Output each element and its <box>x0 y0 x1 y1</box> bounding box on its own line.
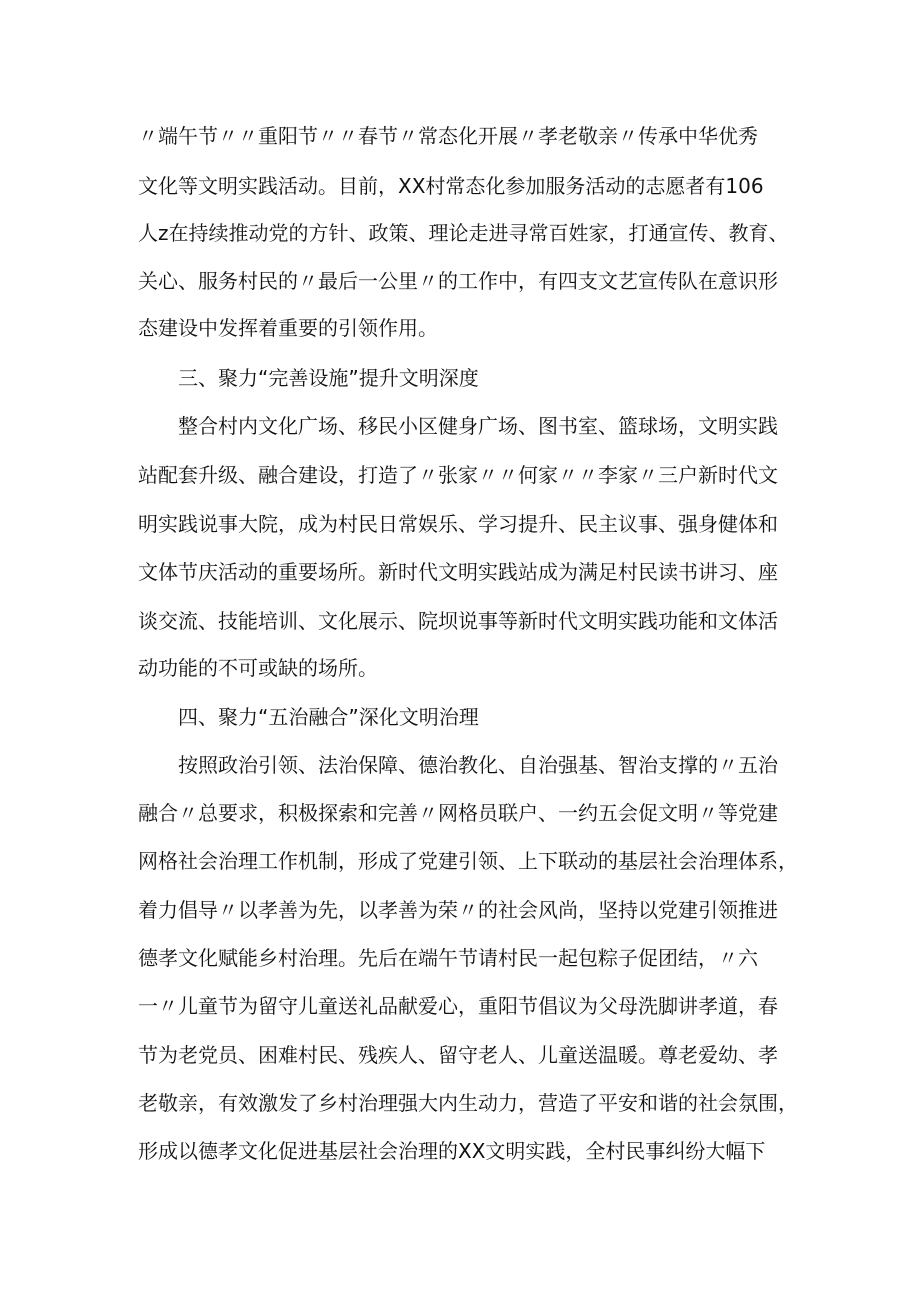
paragraph-line: 节为老党员、困难村民、残疾人、留守老人、儿童送温暖。尊老爱幼、孝 <box>138 1043 778 1067</box>
paragraph-line: 德孝文化赋能乡村治理。先后在端午节请村民一起包粽子促团结，〃六 <box>138 946 758 970</box>
paragraph-line: 关心、服务村民的〃最后一公里〃的工作中，有四支文艺宣传队在意识形 <box>138 269 778 293</box>
paragraph-line: 着力倡导〃以孝善为先，以孝善为荣〃的社会风尚，坚持以党建引领推进 <box>138 898 778 922</box>
paragraph-line: 按照政治引领、法治保障、德治教化、自治强基、智治支撑的〃五治 <box>178 753 778 777</box>
paragraph-line: 动功能的不可或缺的场所。 <box>138 656 378 680</box>
paragraph-line: 融合〃总要求，积极探索和完善〃网格员联户、一约五会促文明〃等党建 <box>138 801 778 825</box>
paragraph-line: 文化等文明实践活动。目前，XX村常态化参加服务活动的志愿者有106 <box>138 174 764 198</box>
paragraph-line: 网格社会治理工作机制，形成了党建引领、上下联动的基层社会治理体系， <box>138 849 798 873</box>
section-heading-three: 三、聚力“完善设施”提升文明深度 <box>178 366 479 390</box>
paragraph-line: 形成以德孝文化促进基层社会治理的XX文明实践，全村民事纠纷大幅下 <box>138 1139 766 1163</box>
section-heading-four: 四、聚力“五治融合”深化文明治理 <box>178 705 479 729</box>
paragraph-line: 老敬亲，有效激发了乡村治理强大内生动力，营造了平安和谐的社会氛围， <box>138 1091 798 1115</box>
paragraph-line: 整合村内文化广场、移民小区健身广场、图书室、篮球场，文明实践 <box>178 414 778 438</box>
paragraph-line: 明实践说事大院，成为村民日常娱乐、学习提升、民主议事、强身健体和 <box>138 512 778 536</box>
paragraph-line: 谈交流、技能培训、文化展示、院坝说事等新时代文明实践功能和文体活 <box>138 609 778 633</box>
paragraph-line: 态建设中发挥着重要的引领作用。 <box>138 316 438 340</box>
paragraph-line: 文体节庆活动的重要场所。新时代文明实践站成为满足村民读书讲习、座 <box>138 560 778 584</box>
paragraph-line: 站配套升级、融合建设，打造了〃张家〃〃何家〃〃李家〃三户新时代文 <box>138 463 778 487</box>
paragraph-line: 人z在持续推动党的方针、政策、理论走进寻常百姓家，打通宣传、教育、 <box>138 221 789 245</box>
paragraph-line: 一〃儿童节为留守儿童送礼品献爱心，重阳节倡议为父母洗脚讲孝道，春 <box>138 994 778 1018</box>
paragraph-line: 〃端午节〃〃重阳节〃〃春节〃常态化开展〃孝老敬亲〃传承中华优秀 <box>138 124 758 148</box>
